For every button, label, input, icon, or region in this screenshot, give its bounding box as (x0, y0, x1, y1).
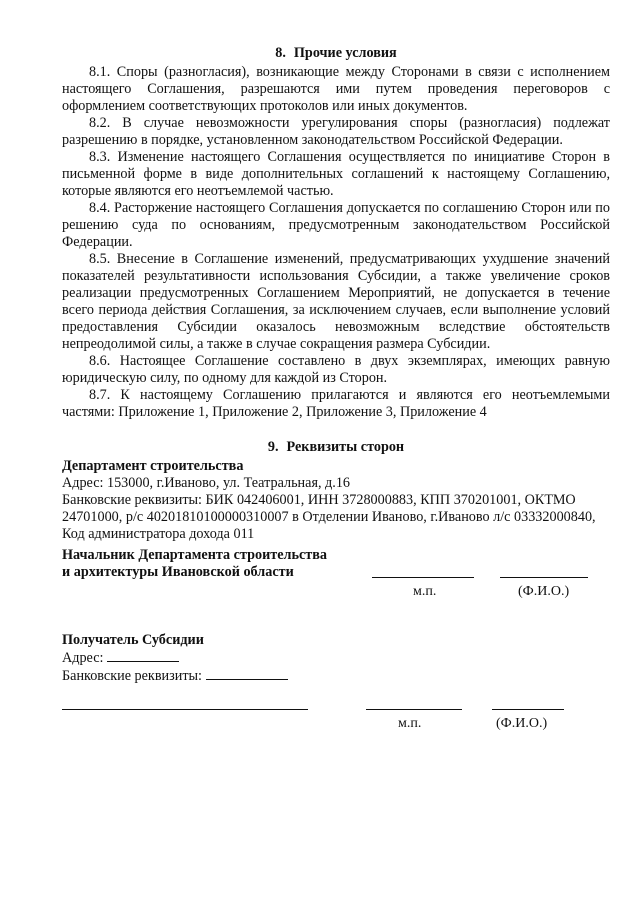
section-8-heading (62, 45, 610, 62)
section-number: 9. (267, 439, 279, 455)
section-number: 8. (275, 45, 286, 61)
seal-caption: м.п. (413, 584, 437, 599)
name-line (492, 709, 564, 710)
signature-block-department (62, 547, 610, 607)
recipient-bank (62, 667, 610, 685)
clause-8-6: 8.6. Настоящее Соглашение составлено в двух экземплярах, имеющих равную юридическую силу, по одному для каждой из Сторон. (62, 353, 610, 386)
signature-line (366, 709, 462, 710)
name-caption: (Ф.И.О.) (518, 584, 570, 599)
clause-8-2: 8.2. В случае невозможности урегулирования споры (разногласия) подлежат разрешению в порядке, установленном законодательством Российской Федерации. (62, 115, 610, 148)
address-blank (107, 649, 179, 662)
section-title: Прочие условия (293, 45, 397, 61)
signature-block-recipient (62, 632, 610, 752)
signatory-title-line-2: и архитектуры Ивановской области (62, 564, 294, 580)
address-label: Адрес: (62, 650, 104, 666)
signature-line (372, 577, 474, 578)
recipient-address (62, 649, 610, 667)
clause-8-1: 8.1. Споры (разногласия), возникающие между Сторонами в связи с исполнением настоящего Соглашения, разрешаются ими путем проведения переговоров с оформлением соответствующих протоколов или иных документов. (62, 64, 610, 114)
section-title: Реквизиты сторон (286, 439, 405, 455)
clause-8-7: 8.7. К настоящему Соглашению прилагаются и являются его неотъемлемыми частями: Приложение 1, Приложение 2, Приложение 3, Приложение 4 (62, 387, 610, 420)
signatory-title-line-1: Начальник Департамента строительства (62, 547, 328, 563)
recipient-title: Получатель Субсидии (62, 632, 204, 648)
bank-details-line-1: Банковские реквизиты: БИК 042406001, ИНН 3728000883, КПП 370201001, ОКТМО (62, 492, 576, 508)
name-line (500, 577, 588, 578)
org-signature-line (62, 709, 308, 710)
name-caption: (Ф.И.О.) (496, 716, 548, 731)
clause-8-5: 8.5. Внесение в Соглашение изменений, предусматривающих ухудшение значений показателей результативности использования Субсидии, а также увеличение сроков реализации предусмотренных Соглашением Мероприятий, не допускается в течение всего периода действия Соглашения, за исключением случаев, если выполнение условий предоставления Субсидии оказалось невозможным вследствие обстоятельств непреодолимой силы, а также в случае сокращения размера Субсидии. (62, 251, 610, 352)
seal-caption: м.п. (398, 716, 422, 731)
clause-8-4: 8.4. Расторжение настоящего Соглашения допускается по соглашению Сторон или по решению суда по основаниям, предусмотренным законодательством Российской Федерации. (62, 200, 610, 250)
bank-details-line-3: Код администратора дохода 011 (62, 526, 255, 542)
bank-label: Банковские реквизиты: (62, 668, 202, 684)
bank-details-line-2: 24701000, р/с 40201810100000310007 в Отделении Иваново, г.Иваново л/с 03332000840, (62, 509, 596, 525)
document-page (62, 45, 610, 543)
org-address: Адрес: 153000, г.Иваново, ул. Театральная, д.16 (62, 475, 351, 491)
section-9-heading (62, 439, 610, 456)
clause-8-3: 8.3. Изменение настоящего Соглашения осуществляется по инициативе Сторон в письменной форме в виде дополнительных соглашений к настоящему Соглашению, которые являются его неотъемлемой частью. (62, 149, 610, 199)
org-name: Департамент строительства (62, 458, 244, 474)
bank-blank (206, 667, 288, 680)
